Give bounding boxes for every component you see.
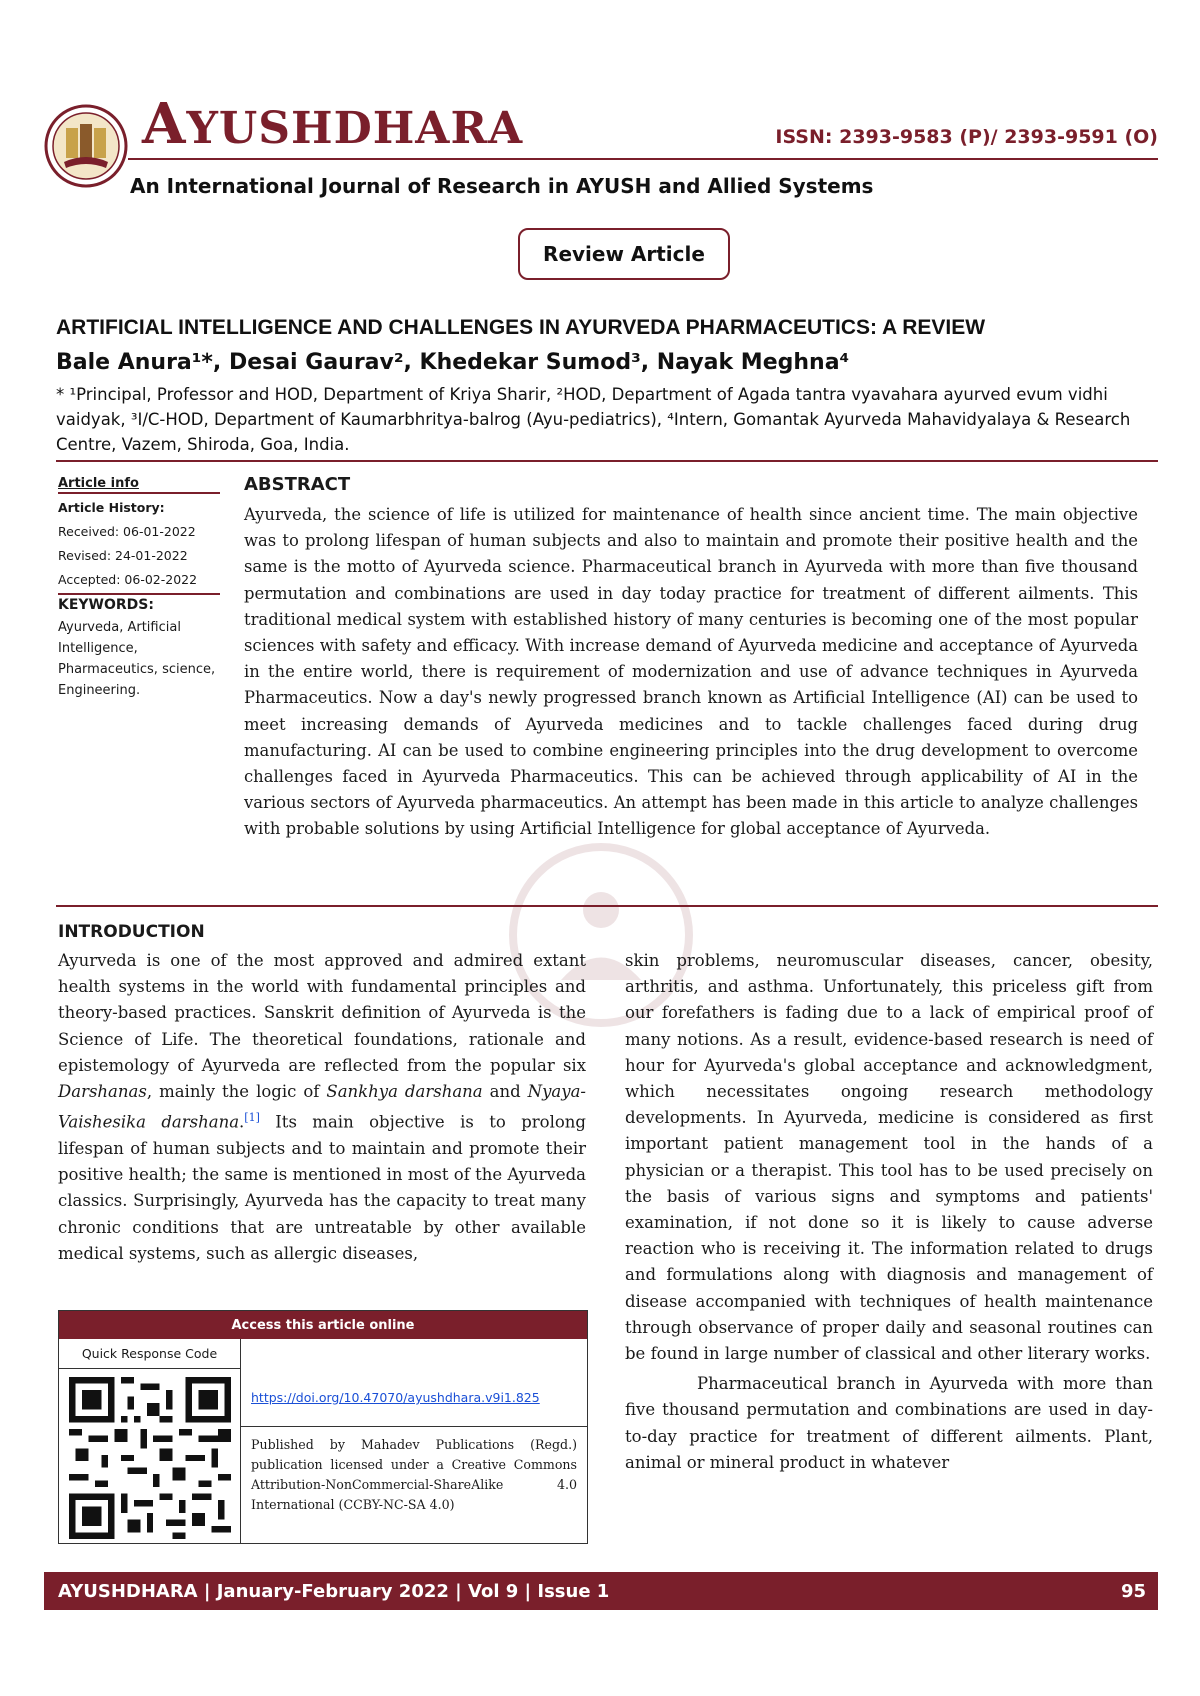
article-history-label: Article History: [58,500,165,515]
article-title: ARTIFICIAL INTELLIGENCE AND CHALLENGES IN AYURVEDA PHARMACEUTICS: A REVIEW [56,316,986,339]
term-sankhya: Sankhya darshana [326,1082,483,1102]
accepted-date: Accepted: 06-02-2022 [58,572,198,587]
access-online-box [58,1310,588,1544]
header-divider [128,158,1158,160]
article-info-heading: Article info [58,476,139,491]
info-divider [58,492,220,494]
introduction-heading: INTRODUCTION [58,922,205,942]
received-date: Received: 06-01-2022 [58,524,196,539]
citation-ref[interactable]: [1] [244,1111,260,1125]
qr-column [59,1339,241,1543]
page-footer [44,1572,1158,1610]
abstract-text: Ayurveda, the science of life is utilized for maintenance of health since ancient time. The main objective was to prolong lifespan of human subjects and also to maintain and promote their positive health and the same is the motto of Ayurveda science. Pharmaceutical branch in Ayurveda with more than five thousand permutation and combinations are used in day today practice for treatment of different ailments. This traditional medical system with established history of many centuries is becoming one of the most popular sciences with safety and efficacy. With increase demand of Ayurveda medicine and acceptance of Ayurveda in the entire world, there is requirement of modernization and use of advance techniques in Ayurveda Pharmaceutics. Now a day's newly progressed branch known as Artificial Intelligence (AI) can be used to meet increasing demands of Ayurveda medicines and to tackle challenges faced during drug manufacturing. AI can be used to combine engineering principles into the drug development to overcome challenges faced in Ayurveda Pharmaceutics. This can be achieved through applicability of AI in the various sectors of Ayurveda pharmaceutics. An attempt has been made in this article to analyze challenges with probable solutions by using Artificial Intelligence for global acceptance of Ayurveda. [244,505,1138,839]
intro-paragraph: skin problems, neuromuscular diseases, cancer, obesity, arthritis, and asthma. Unfortunately, this priceless gift from our forefathers is fading due to a lack of empirical proof of many notions. As a result, evidence-based research is need of hour for Ayurveda's global acceptance and acknowledgment, which necessitates ongoing research methodology developments. In Ayurveda, medicine is considered as first important patient management tool in the hands of a physician or a therapist. This tool has to be used precisely on the basis of various signs and symptoms and patients' examination, if not done so it is likely to cause adverse reaction who is receiving it. The information related to drugs and formulations along with diagnosis and management of disease accompanied with techniques of health maintenance through observance of proper daily and seasonal routines can be found in large number of classical and other literary works. [625,951,1153,1364]
article-type-badge: Review Article [518,228,730,280]
doi-link[interactable]: https://doi.org/10.47070/ayushdhara.v9i1.825 [251,1390,540,1405]
keywords-list: Ayurveda, Artificial Intelligence, Pharmaceutics, science, Engineering. [58,620,216,698]
journal-logo-emblem [44,104,128,188]
info-divider [58,593,220,595]
revised-date: Revised: 24-01-2022 [58,548,188,563]
page-number: 95 [1120,1580,1146,1602]
qr-label: Quick Response Code [59,1339,240,1369]
term-darshanas: Darshanas [58,1082,147,1102]
doi-row [241,1369,587,1427]
affiliation-divider [56,460,1158,462]
keywords-heading: KEYWORDS: [58,597,154,613]
introduction-right-column [625,948,1153,1476]
brand-rest: YUSHDHARA [186,103,524,154]
license-note: Published by Mahadev Publications (Regd.) publication licensed under a Creative Commons Attribution-NonCommercial-ShareAlike 4.0 International (CCBY-NC-SA 4.0) [251,1437,577,1512]
abstract-heading: ABSTRACT [244,474,351,495]
intro-text: , mainly the logic of [146,1082,327,1102]
intro-paragraph: Pharmaceutical branch in Ayurveda with more than five thousand permutation and combinations are used in day-to-day practice for treatment of different ailments. Plant, animal or mineral product in whatever [625,1374,1153,1472]
article-info-panel [58,476,220,701]
intro-text: . [239,1112,245,1132]
access-box-heading: Access this article online [59,1311,587,1339]
journal-brand [142,91,524,157]
intro-text: and [482,1082,528,1102]
intro-text: Ayurveda is one of the most approved and admired extant health systems in the world with fundamental principles and theory-based practices. Sanskrit definition of Ayurveda is the Science of Life. The theoretical foundations, rationale and epistemology of Ayurveda are reflected from the popular six [58,951,586,1075]
term-nyaya: Nyaya-Vaishesika darshana [58,1082,586,1132]
footer-citation: AYUSHDHARA | January-February 2022 | Vol 9 | Issue 1 [58,1580,610,1602]
intro-text: Its main objective is to prolong lifespan of human subjects and to maintain and promote their positive health; the same is mentioned in most of the Ayurveda classics. Surprisingly, Ayurveda has the capacity to treat many chronic conditions that are untreatable by other available medical systems, such as allergic diseases, [58,1112,586,1263]
author-list: Bale Anura¹*, Desai Gaurav², Khedekar Sumod³, Nayak Meghna⁴ [56,350,850,375]
journal-subtitle: An International Journal of Research in AYUSH and Allied Systems [130,174,874,198]
brand-initial: A [142,91,187,157]
qr-code-icon[interactable] [69,1377,231,1539]
author-affiliations: * ¹Principal, Professor and HOD, Department of Kriya Sharir, ²HOD, Department of Agada tantra vyavahara ayurved evum vidhi vaidyak, ³I/C-HOD, Department of Kaumarbhritya-balrog (Ayu-pediatrics), ⁴Intern, Gomantak Ayurveda Mahavidyalaya & Research Centre, Vazem, Shiroda, Goa, India. [56,385,1131,454]
issn: ISSN: 2393-9583 (P)/ 2393-9591 (O) [775,126,1158,148]
introduction-left-column [58,948,586,1267]
